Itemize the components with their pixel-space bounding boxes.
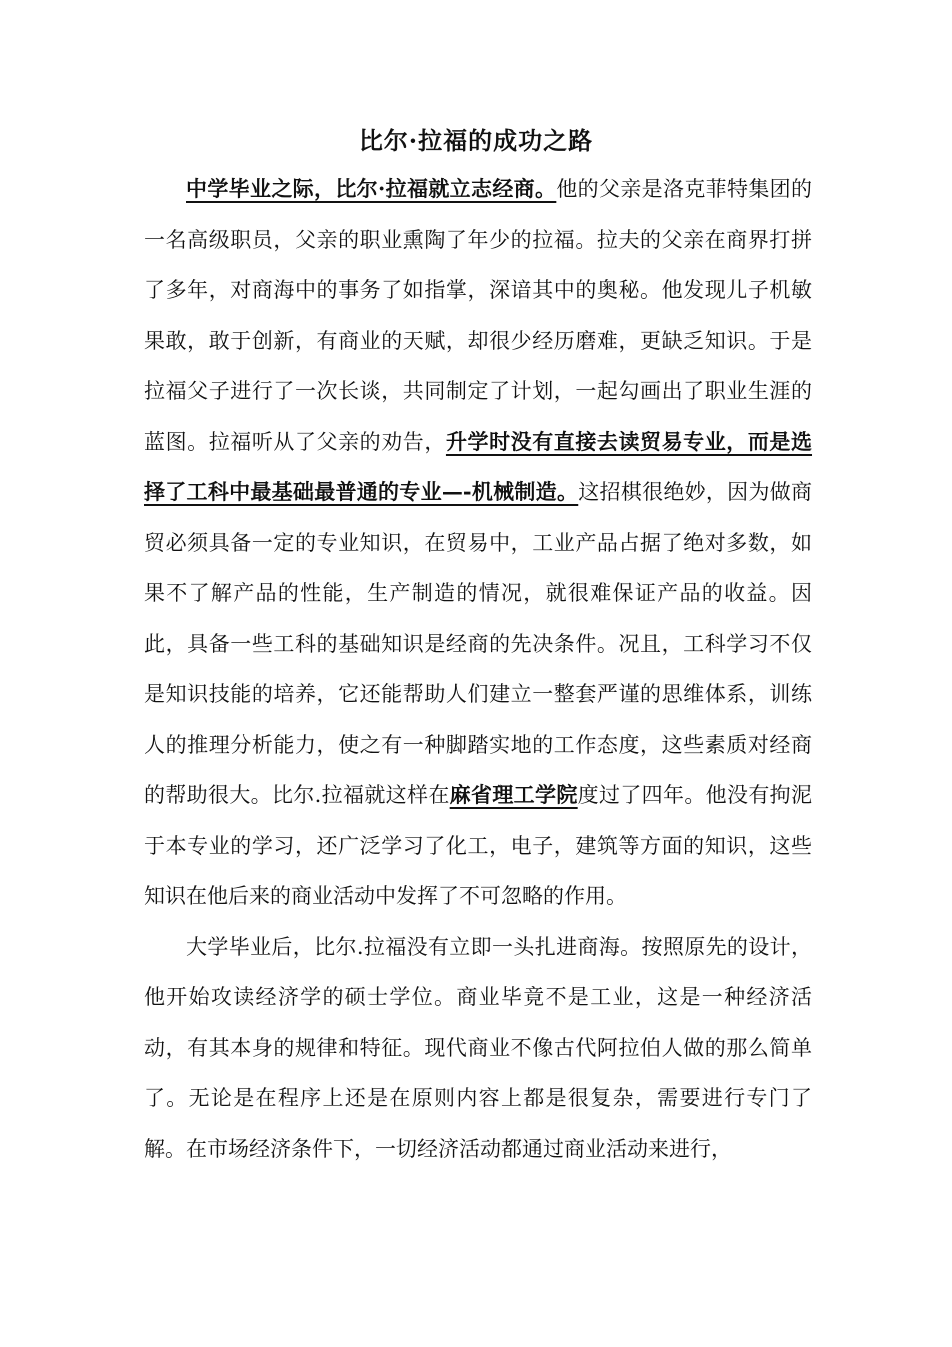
- document-title: 比尔·拉福的成功之路: [358, 126, 594, 155]
- body-text: 度过了四年。他没有拘泥于本专业的学习，还广泛学习了化工，电子，建筑等方面的知识，这些知识在他后来的商业活动中发挥了不可忽略的作用。: [144, 783, 812, 908]
- body-text: 大学毕业后，比尔.拉福没有立即一头扎进商海。按照原先的设计，他开始攻读经济学的硕士学位。商业毕竟不是工业，这是一种经济活动，有其本身的规律和特征。现代商业不像古代阿拉伯人做的那么简单了。无论是在程序上还是在原则内容上都是很复杂，需要进行专门了解。在市场经济条件下，一切经济活动都通过商业活动来进行，: [144, 934, 812, 1161]
- emphasized-text: 麻省理工学院: [449, 782, 578, 807]
- emphasized-text: 中学毕业之际，比尔·拉福就立志经商。: [186, 176, 557, 201]
- document-body: [144, 164, 812, 1174]
- body-text: 他的父亲是洛克菲特集团的一名高级职员，父亲的职业熏陶了年少的拉福。拉夫的父亲在商界打拼了多年，对商海中的事务了如指掌，深谙其中的奥秘。他发现儿子机敏果敢，敢于创新，有商业的天赋，却很少经历磨难，更缺乏知识。于是拉福父子进行了一次长谈，共同制定了计划，一起勾画出了职业生涯的蓝图。拉福听从了父亲的劝告，: [144, 177, 813, 454]
- paragraph-2: [144, 922, 812, 1175]
- paragraph-1: [144, 164, 812, 922]
- emphasized-text: 升学时没有直接去读贸易专业，而是选择了工科中最基础最普通的专业—-机械制造。: [144, 428, 813, 504]
- body-text: 这招棋很绝妙，因为做商贸必须具备一定的专业知识，在贸易中，工业产品占据了绝对多数，如果不了解产品的性能，生产制造的情况，就很难保证产品的收益。因此，具备一些工科的基础知识是经商的先决条件。况且，工科学习不仅是知识技能的培养，它还能帮助人们建立一整套严谨的思维体系，训练人的推理分析能力，使之有一种脚踏实地的工作态度，这些素质对经商的帮助很大。比尔.拉福就这样在: [144, 480, 813, 807]
